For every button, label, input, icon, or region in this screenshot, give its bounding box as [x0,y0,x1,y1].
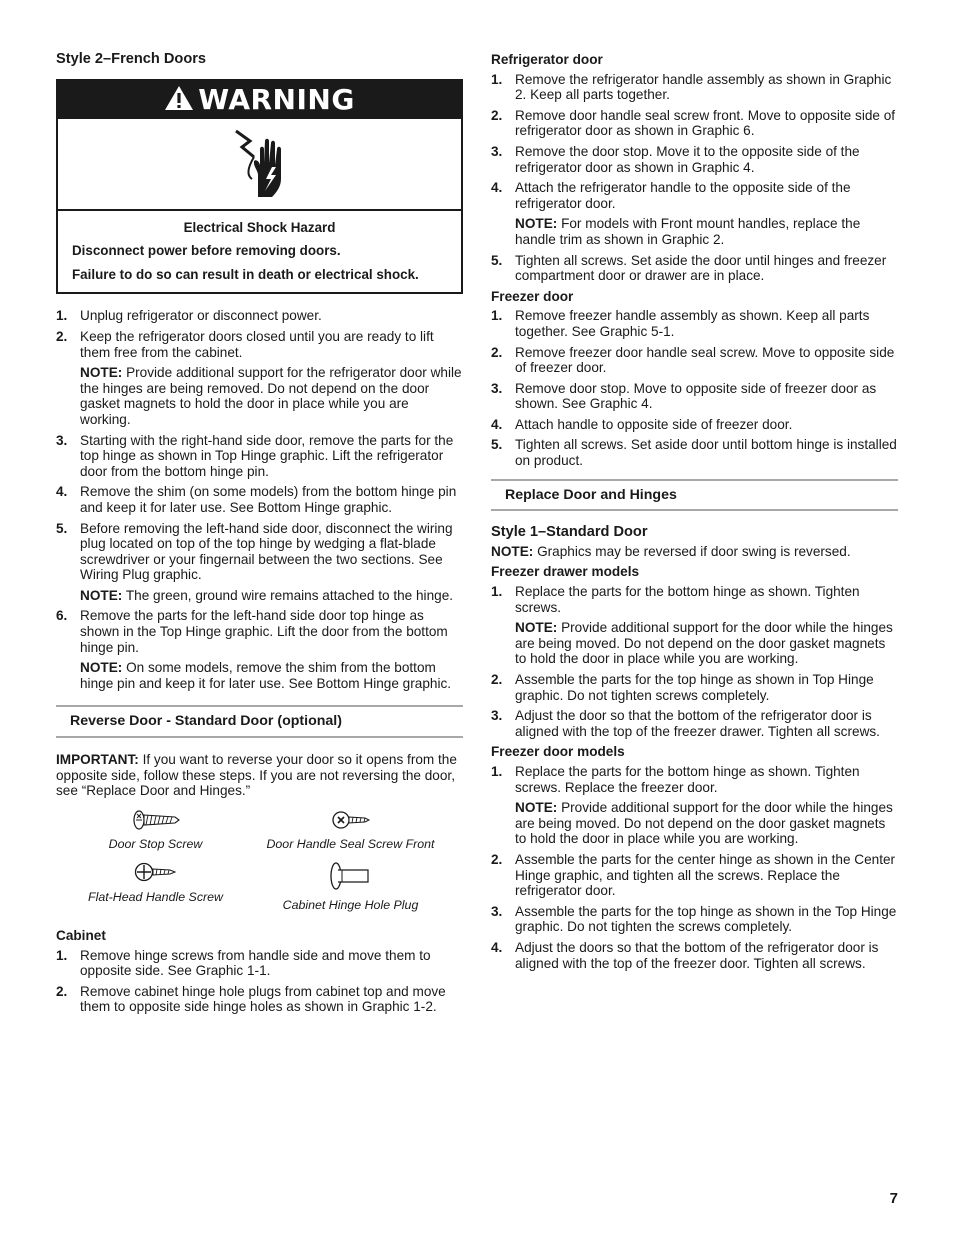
warning-box [56,79,463,295]
list-item: 4. Attach handle to opposite side of freezer door. [491,416,793,432]
list-item: 2. Remove door handle seal screw front. Move to opposite side of refrigerator door as shown in Graphic 6. [491,107,896,139]
section-heading-replace-door: Replace Door and Hinges [491,479,898,512]
list-item: 5. Before removing the left-hand side door, disconnect the wiring plug located on top of the top hinge by wedging a flat-blade screwdriver or your fingernail between the two sections. See Wiring Plug graphic. NOTE: The green, ground wire remains attached to the hinge. [56,521,463,604]
step-note: NOTE: The green, ground wire remains attached to the hinge. [80,587,454,603]
cabinet-hinge-hole-plug-icon [328,860,374,892]
list-item: 1. Remove freezer handle assembly as shown. Keep all parts together. See Graphic 5-1. [491,308,870,339]
door-handle-seal-screw: Door Handle Seal Screw Front [253,809,448,853]
flat-head-handle-screw: Flat-Head Handle Screw [58,860,253,914]
cabinet-heading: Cabinet [56,928,106,943]
list-item: 2. Remove cabinet hinge hole plugs from cabinet top and move them to opposite side hinge holes as shown in Graphic 1-2. [56,983,446,1015]
door-handle-seal-screw-icon [331,809,371,831]
step-note: NOTE: On some models, remove the shim from the bottom hinge pin and keep it for later use. See Bottom Hinge graphic. [80,660,452,691]
list-item: 4. Adjust the doors so that the bottom of the refrigerator door is aligned with the top of the freezer door. Tighten all screws. [491,939,879,971]
list-item: 4. Remove the shim (on some models) from the bottom hinge pin and keep it for later use. See Bottom Hinge graphic. [56,484,457,515]
step-note: NOTE: Provide additional support for the door while the hinges are being moved. Do not depend on the door gasket magnets to hold the door in place while you are working. [515,800,893,847]
style2-heading: Style 2–French Doors [56,51,207,67]
list-item: 2. Remove freezer door handle seal screw. Move to opposite side of freezer door. [491,344,895,376]
refrigerator-door-heading: Refrigerator door [491,52,603,67]
section-heading-reverse-door: Reverse Door - Standard Door (optional) [56,705,463,738]
warning-line-1: Disconnect power before removing doors. [72,243,341,259]
warning-hazard: Electrical Shock Hazard [183,219,336,235]
list-item: 3. Adjust the door so that the bottom of the refrigerator door is aligned with the top of the freezer drawer. Tighten all screws. [491,708,880,739]
list-item: 1. Unplug refrigerator or disconnect power. [56,308,322,324]
style1-heading: Style 1–Standard Door [491,524,648,541]
important-paragraph: IMPORTANT: If you want to reverse your door so it opens from the opposite side, follow these steps. If you are not reversing the door, see “Replace Door and Hinges.” [56,752,457,799]
list-item: 3. Starting with the right-hand side door, remove the parts for the top hinge as shown in Top Hinge graphic. Lift the refrigerator door from the bottom hinge pin. [56,432,454,479]
electrical-shock-icon [58,119,461,211]
list-item: 3. Remove the door stop. Move it to the opposite side of the refrigerator door as shown in Graphic 4. [491,143,860,175]
door-stop-screw-icon [131,809,181,831]
freezer-drawer-heading: Freezer drawer models [491,564,640,580]
list-item: 4. Attach the refrigerator handle to the opposite side of the refrigerator door. NOTE: For models with Front mount handles, replace the handle trim as shown in Graphic 2. [491,180,898,247]
french-door-steps [56,308,463,691]
warning-line-2: Failure to do so can result in death or electrical shock. [72,266,419,282]
flat-head-handle-screw-icon [134,860,178,884]
warning-triangle-icon [164,85,194,115]
left-column [56,52,463,1020]
warning-text [58,211,461,293]
freezer-door-models-steps [491,764,898,971]
list-item: 1. Remove hinge screws from handle side and move them to opposite side. See Graphic 1-1. [56,947,431,979]
list-item: 1. Replace the parts for the bottom hinge as shown. Tighten screws. Replace the freezer door. NOTE: Provide additional support for the door while the hinges are being moved. Do not depend on the door gasket magnets to hold the door in place while you are working. [491,764,898,847]
cabinet-steps [56,948,463,1015]
cabinet-hinge-hole-plug: Cabinet Hinge Hole Plug [253,860,448,914]
step-note: NOTE: Provide additional support for the refrigerator door while the hinges are being removed. Do not depend on the door gasket magnets to hold the door in place while you are working. [80,365,462,427]
list-item: 3. Assemble the parts for the top hinge as shown in the Top Hinge graphic. Do not tighten the screws completely. [491,903,897,935]
list-item: 5. Tighten all screws. Set aside door until bottom hinge is installed on product. [491,437,897,469]
freezer-door-models-heading: Freezer door models [491,744,625,760]
warning-header [58,81,461,119]
list-item: 6. Remove the parts for the left-hand side door top hinge as shown in the Top Hinge graphic. Lift the door from the bottom hinge pin. NOTE: On some models, remove the shim from the bottom hinge pin and keep it for later use. See Bottom Hinge graphic. [56,608,463,691]
list-item: 2. Assemble the parts for the top hinge as shown in Top Hinge graphic. Do not tighten screws completely. [491,672,874,703]
step-note: NOTE: For models with Front mount handles, replace the handle trim as shown in Graphic 2. [515,216,861,247]
graphics-note: NOTE: Graphics may be reversed if door swing is reversed. [491,543,851,559]
refrigerator-door-steps [491,72,898,284]
page-number: 7 [889,1190,898,1207]
step-note: NOTE: Provide additional support for the door while the hinges are being moved. Do not depend on the door gasket magnets to hold the door in place while you are working. [515,620,893,667]
list-item: 5. Tighten all screws. Set aside the door until hinges and freezer compartment door or drawer are in place. [491,252,887,284]
screw-legend [58,809,463,914]
door-stop-screw: Door Stop Screw [58,809,253,853]
list-item: 2. Assemble the parts for the center hinge as shown in the Center Hinge graphic, and tighten all the screws. Replace the refrigerator door. [491,851,896,899]
list-item: 1. Remove the refrigerator handle assembly as shown in Graphic 2. Keep all parts together. [491,71,892,103]
list-item: 2. Keep the refrigerator doors closed until you are ready to lift them free from the cabinet. NOTE: Provide additional support for the refrigerator door while the hinges are being removed. Do not depend on the door gasket magnets to hold the door in place while you are working. [56,328,462,427]
warning-word: WARNING [198,82,355,116]
freezer-drawer-steps [491,584,898,739]
list-item: 3. Remove door stop. Move to opposite side of freezer door as shown. See Graphic 4. [491,380,877,412]
right-column [491,52,898,976]
freezer-door-steps [491,308,898,468]
list-item: 1. Replace the parts for the bottom hinge as shown. Tighten screws. NOTE: Provide additional support for the door while the hinges are being moved. Do not depend on the door gasket magnets to hold the door in place while you are working. [491,584,898,667]
freezer-door-heading: Freezer door [491,288,574,304]
